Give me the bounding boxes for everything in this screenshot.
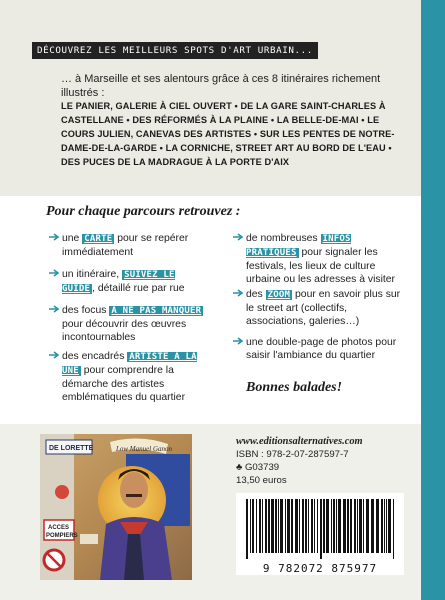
route-item: DE LA GARE SAINT-CHARLES À CASTELLANE — [61, 101, 386, 125]
publisher-info — [236, 435, 363, 487]
barcode-bar — [299, 499, 300, 553]
barcode-bar — [323, 499, 325, 553]
highlight-infos-pratiques: INFOS PRATIQUES — [246, 234, 351, 258]
highlight-carte: CARTE — [84, 234, 113, 244]
barcode-bar — [280, 499, 283, 553]
street-sign-text: DE LORETTE — [49, 445, 94, 452]
highlight-a-ne-pas-manquer: À NE PAS MANQUER — [111, 306, 202, 316]
barcode-bar — [265, 499, 267, 553]
barcode-bar — [311, 499, 313, 553]
barcode-bar — [287, 499, 290, 553]
barcode-bar — [285, 499, 286, 553]
arrow-icon — [232, 336, 244, 346]
barcode-bar — [295, 499, 298, 553]
closing-text: Bonnes balades! — [246, 380, 343, 395]
route-item: LA CORNICHE, STREET ART AU BORD DE L'EAU — [165, 143, 386, 153]
barcode-bar — [250, 499, 251, 553]
barcode-bar — [275, 499, 277, 553]
barcode-bar — [271, 499, 274, 553]
route-separator: • — [123, 115, 133, 125]
route-separator: • — [231, 101, 241, 111]
barcode-bar — [357, 499, 358, 553]
barcode-bar — [302, 499, 304, 553]
street-art-illustration — [40, 434, 192, 580]
barcode-bar — [350, 499, 352, 553]
barcode-bar — [376, 499, 379, 553]
barcode-bar — [331, 499, 332, 553]
barcode-bar — [259, 499, 261, 553]
intro-text: … à Marseille et ses alentours grâce à ces 8 itinéraires richement illustrés : — [61, 73, 381, 99]
barcode-bar — [278, 499, 279, 553]
publisher-url: www.editionsalternatives.com — [236, 436, 363, 447]
barcode-bar — [354, 499, 356, 553]
feature-zoom: des ZOOM pour en savoir plus sur le street art (collectifs, associations, galeries…) — [246, 288, 406, 328]
barcode-bar — [308, 499, 309, 553]
barcode-bar — [359, 499, 362, 553]
feature-artiste: des encadrés ARTISTE À LA UNE pour comprendre la démarche des artistes emblématiques du quartier — [62, 350, 210, 404]
barcode-bar — [317, 499, 318, 553]
barcode-bar — [366, 499, 369, 553]
highlight-suivez-le-guide: SUIVEZ LE GUIDE — [62, 270, 175, 294]
feature-guide: un itinéraire, SUIVEZ LE GUIDE , détaillé rue par rue — [62, 268, 210, 296]
barcode-bars — [236, 493, 404, 561]
highlight-artiste-a-la-une: ARTISTE À LA UNE — [62, 352, 197, 376]
arrow-icon — [48, 350, 60, 360]
route-item: LE COURS JULIEN, CANEVAS DES ARTISTES — [61, 115, 380, 139]
barcode-number: 9 782072 875977 — [262, 562, 378, 575]
features-heading: Pour chaque parcours retrouvez : — [46, 204, 241, 219]
arrow-icon — [48, 304, 60, 314]
isbn: ISBN : 978-2-07-287597-7 — [236, 449, 349, 460]
arrow-icon — [232, 232, 244, 242]
route-item: DES RÉFORMÉS À LA PLAINE — [132, 115, 269, 125]
price: 13,50 euros — [236, 475, 287, 486]
barcode-bar — [333, 499, 335, 553]
feature-photos: une double-page de photos pour saisir l'ambiance du quartier — [246, 336, 406, 362]
barcode-bar — [388, 499, 391, 553]
barcode-bar — [393, 499, 394, 559]
barcode-bar — [291, 499, 293, 553]
barcode-bar — [371, 499, 374, 553]
headline-banner: DÉCOUVREZ LES MEILLEURS SPOTS D'ART URBAIN... — [32, 42, 318, 59]
access-sign-line2: POMPIERS — [46, 533, 78, 539]
barcode-bar — [305, 499, 307, 553]
feature-infos: de nombreuses INFOS PRATIQUES pour signaler les festivals, les lieux de culture urbaine ou les adresses à visiter — [246, 232, 406, 286]
mural-tag-text: Low Manuel Ganon — [116, 445, 172, 453]
barcode-bar — [386, 499, 387, 553]
barcode-bar — [256, 499, 257, 553]
barcode-bar — [246, 499, 248, 559]
highlight-zoom: ZOOM — [267, 290, 291, 300]
barcode-bar — [252, 499, 254, 553]
feature-map: une CARTE pour se repérer immédiatement — [62, 232, 212, 259]
barcode-bar — [347, 499, 349, 553]
barcode-bar — [381, 499, 383, 553]
barcode-bar — [338, 499, 341, 553]
book-spine-edge — [421, 0, 445, 600]
route-separator: • — [251, 129, 260, 139]
barcode-bar — [320, 499, 322, 559]
barcode-bar — [343, 499, 346, 553]
access-sign-line1: ACCES — [48, 525, 70, 531]
route-separator: • — [157, 143, 166, 153]
route-separator: • — [358, 115, 368, 125]
street-art-photo — [40, 434, 192, 580]
barcode-bar — [268, 499, 270, 553]
barcode-bar — [363, 499, 364, 553]
arrow-icon — [48, 232, 60, 242]
route-item: SUR LES PENTES DE NOTRE-DAME-DE-LA-GARDE — [61, 129, 395, 153]
route-item: DES PUCES DE LA MADRAGUE À LA PORTE D'AIX — [61, 157, 290, 167]
route-item: LE PANIER, GALERIE À CIEL OUVERT — [61, 101, 232, 111]
route-separator: • — [385, 143, 392, 153]
route-separator: • — [268, 115, 277, 125]
barcode-bar — [326, 499, 329, 553]
routes-list — [61, 99, 413, 169]
code-symbol-icon: ♣ — [236, 462, 245, 473]
barcode-bar — [384, 499, 385, 553]
arrow-icon — [48, 268, 60, 278]
barcode-bar — [336, 499, 337, 553]
feature-focus: des focus À NE PAS MANQUER pour découvrir des œuvres incontournables — [62, 304, 210, 344]
route-item: LA BELLE-DE-MAI — [276, 115, 359, 125]
barcode-bar — [314, 499, 315, 553]
arrow-icon — [232, 288, 244, 298]
barcode-bar — [262, 499, 263, 553]
product-code: ♣ G03739 — [236, 462, 280, 473]
